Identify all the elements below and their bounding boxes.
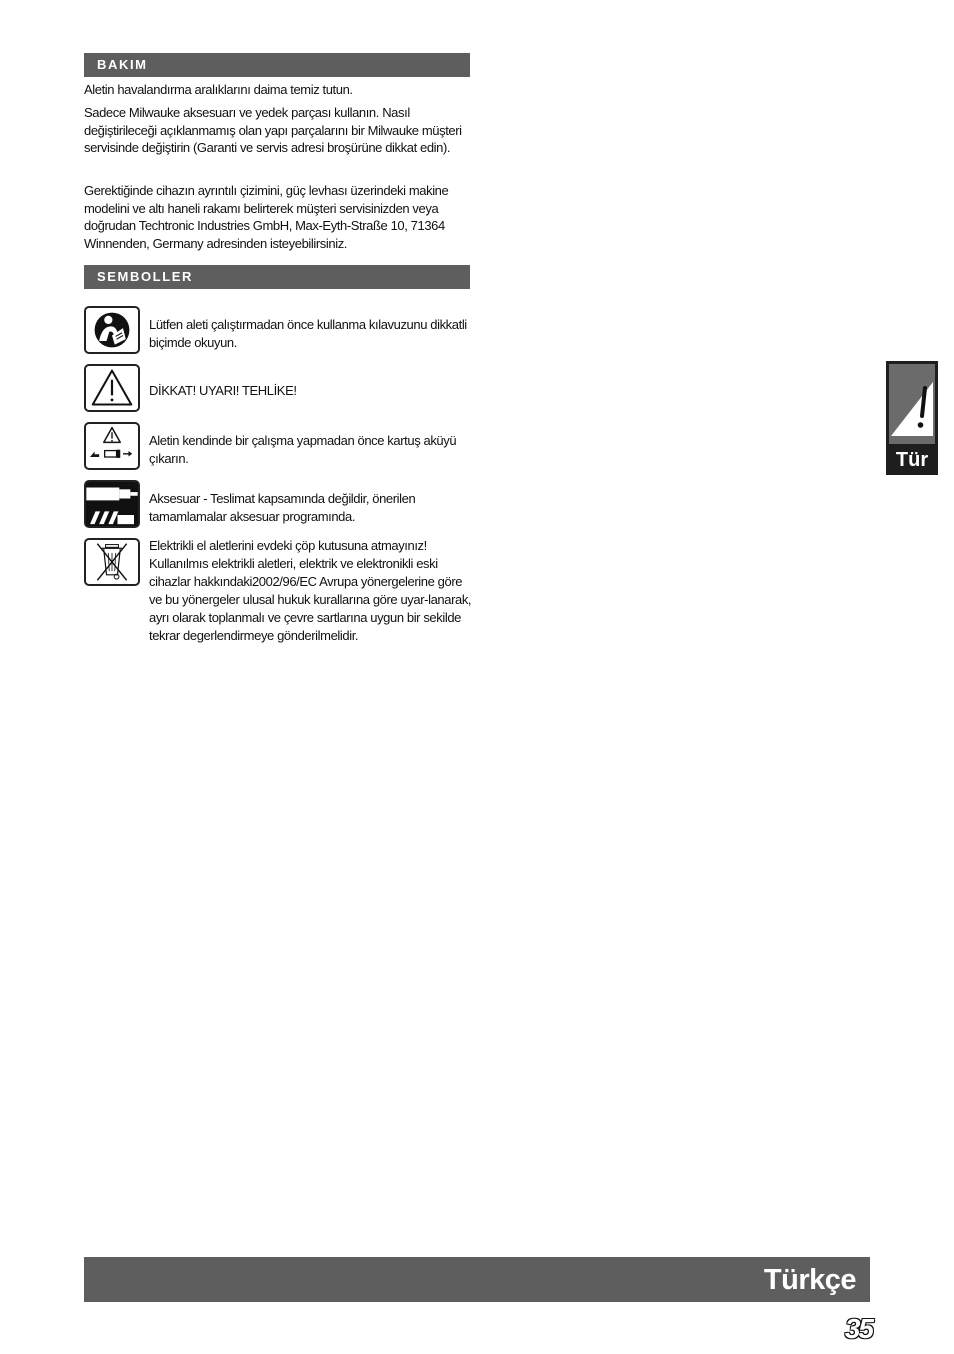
symbol-text-weee: Elektrikli el aletlerini evdeki çöp kutusuna atmayınız! Kullanılmıs elektrikli aletleri, elektrik ve elektronikli eski cihazlar hakkındaki2002/96/EC Avrupa yönergelerine göre ve bu yönergeler ulusal hukuk kurallarına göre uyar-lanarak, ayrı olarak toplanmalı ve çevre sartlarına uygun bir sekilde tekrar degerlendirmeye gönderilmelidir. [149, 538, 472, 643]
accessory-icon [84, 480, 140, 528]
side-tab-label: Tür [895, 449, 929, 471]
remove-battery-icon [84, 422, 140, 470]
exclamation-icon [889, 364, 935, 444]
symbol-text-remove-battery: Aletin kendinde bir çalışma yapmadan önce kartuş aküyü çıkarın. [149, 433, 457, 466]
footer-language-bar [84, 1257, 870, 1302]
weee-bin-icon [84, 538, 140, 586]
maintenance-paragraph-1: Aletin havalandırma aralıklarını daima temiz tutun. [84, 82, 353, 97]
maintenance-paragraph-2: Sadece Milwauke aksesuarı ve yedek parçası kullanın. Nasıl değiştirileceği açıklanmamış olan yapı parçalarını bir Milwauke müşteri servisinde değiştirin (Garanti ve servis adresi broşürüne dikkat edin). [84, 105, 462, 155]
page-number: 35 [844, 1313, 872, 1344]
symbol-text-accessory: Aksesuar - Teslimat kapsamında değildir, önerilen tamamlamalar aksesuar programında. [149, 491, 416, 524]
section-heading-symbols: SEMBOLLER [84, 265, 470, 289]
language-side-tab [886, 361, 938, 475]
symbol-text-read-manual: Lütfen aleti çalıştırmadan önce kullanma kılavuzunu dikkatli biçimde okuyun. [149, 317, 467, 350]
warning-triangle-icon [84, 364, 140, 412]
section-heading-maintenance: BAKIM [84, 53, 470, 77]
maintenance-paragraph-3: Gerektiğinde cihazın ayrıntılı çizimini, güç levhası üzerindeki makine modelini ve altı haneli rakamı belirterek müşteri servisinizden veya doğrudan Techtronic Industries GmbH, Max-Eyth-Straße 10, 71364 Winnenden, Germany adresinden isteyebilirsiniz. [84, 183, 449, 251]
read-manual-icon [84, 306, 140, 354]
footer-language-title: Türkçe [763, 1264, 856, 1296]
symbol-text-warning: DİKKAT! UYARI! TEHLİKE! [149, 383, 297, 398]
